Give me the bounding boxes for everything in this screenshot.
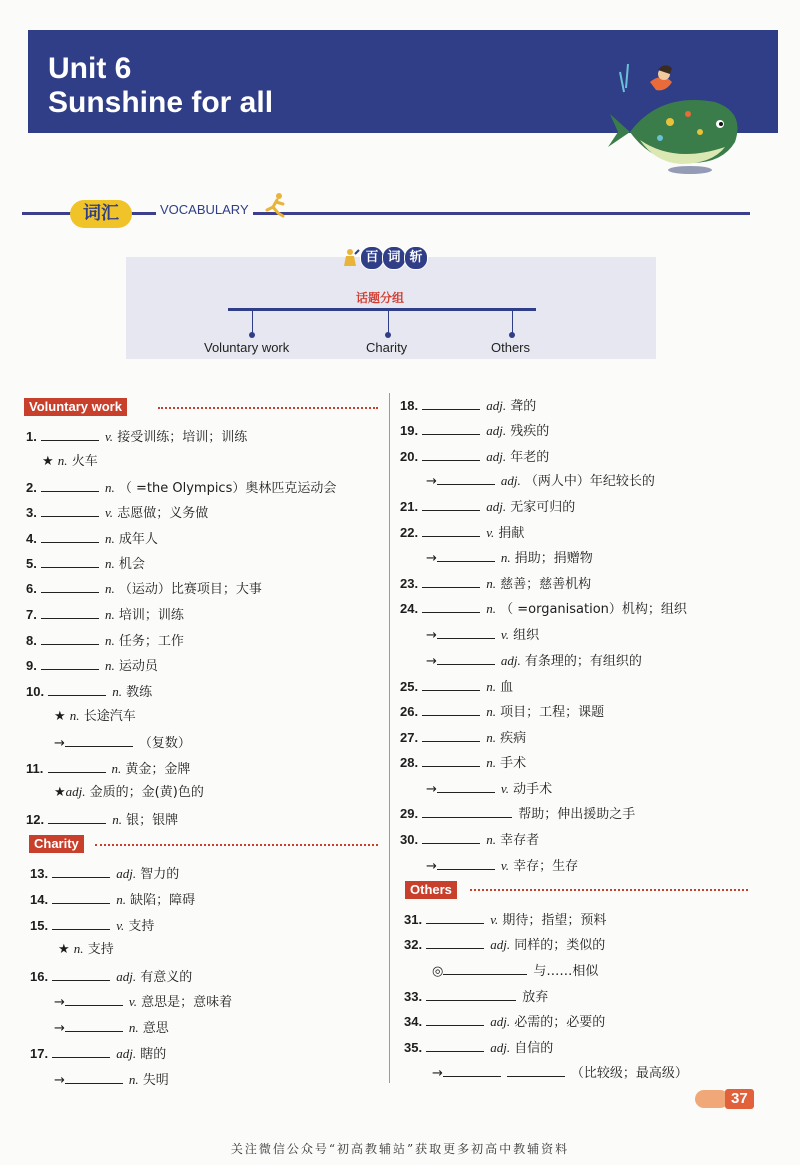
badge-char-2: 词 bbox=[382, 246, 406, 270]
answer-blank[interactable] bbox=[422, 598, 480, 613]
unit-title: Unit 6 Sunshine for all bbox=[48, 52, 274, 119]
answer-blank[interactable] bbox=[426, 986, 516, 1001]
section-dotted-rule bbox=[95, 844, 378, 846]
column-divider bbox=[389, 393, 390, 1083]
vocab-entry-10-extra: ★ n. 长途汽车 bbox=[54, 708, 136, 724]
vocab-entry-11: 11. n. 黄金；金牌 bbox=[26, 758, 190, 779]
vocab-entry-33: 33. 放弃 bbox=[404, 986, 548, 1007]
section-others: Others bbox=[405, 881, 457, 899]
footer-note: 关注微信公众号“初高教辅站”获取更多初高中教辅资料 bbox=[230, 1142, 570, 1156]
vocab-entry-35: 35. adj. 自信的 bbox=[404, 1037, 553, 1058]
vocab-entry-18: 18. adj. 聋的 bbox=[400, 395, 536, 416]
vocab-entry-10: 10. n. 教练 bbox=[26, 681, 152, 702]
answer-blank[interactable] bbox=[426, 1037, 484, 1052]
vocab-entry-16-derived-1: → v. 意思是；意味着 bbox=[54, 991, 232, 1012]
answer-blank[interactable] bbox=[437, 547, 495, 562]
page-number: 37 bbox=[725, 1089, 754, 1109]
vocab-entry-20-derived: → adj. （两人中）年纪较长的 bbox=[426, 470, 655, 491]
answer-blank[interactable] bbox=[422, 701, 480, 716]
vocab-entry-13: 13. adj. 智力的 bbox=[30, 863, 179, 884]
vocab-entry-12: 12. n. 银；银牌 bbox=[26, 809, 178, 830]
answer-blank[interactable] bbox=[426, 909, 484, 924]
vocab-entry-35-derived: → （比较级；最高级） bbox=[432, 1062, 688, 1083]
answer-blank[interactable] bbox=[422, 395, 480, 410]
answer-blank[interactable] bbox=[422, 446, 480, 461]
answer-blank[interactable] bbox=[437, 650, 495, 665]
vocab-entry-19: 19. adj. 残疾的 bbox=[400, 420, 549, 441]
runner-icon bbox=[263, 192, 289, 218]
topic-tree-trunk bbox=[228, 308, 536, 311]
answer-blank[interactable] bbox=[422, 420, 480, 435]
answer-blank[interactable] bbox=[41, 630, 99, 645]
answer-blank[interactable] bbox=[426, 934, 484, 949]
vocab-entry-30-derived: → v. 幸存；生存 bbox=[426, 855, 578, 876]
vocab-entry-1: 1. v. 接受训练；培训；训练 bbox=[26, 426, 247, 447]
vocab-entry-15: 15. v. 支持 bbox=[30, 915, 154, 936]
vocab-entry-20: 20. adj. 年老的 bbox=[400, 446, 549, 467]
vocab-entry-24: 24. n. （ =organisation）机构；组织 bbox=[400, 598, 687, 619]
vocab-entry-32: 32. adj. 同样的；类似的 bbox=[404, 934, 605, 955]
vocab-entry-24-derived-2: → adj. 有条理的；有组织的 bbox=[426, 650, 642, 671]
answer-blank[interactable] bbox=[65, 1017, 123, 1032]
page-decoration bbox=[695, 1090, 729, 1108]
vocab-entry-22-derived: → n. 捐助；捐赠物 bbox=[426, 547, 593, 568]
answer-blank[interactable] bbox=[422, 496, 480, 511]
answer-blank[interactable] bbox=[422, 829, 480, 844]
vocab-entry-29: 29. 帮助；伸出援助之手 bbox=[400, 803, 635, 824]
vocab-entry-16: 16. adj. 有意义的 bbox=[30, 966, 192, 987]
vocab-entry-31: 31. v. 期待；指望；预料 bbox=[404, 909, 606, 930]
answer-blank[interactable] bbox=[65, 1069, 123, 1084]
section-charity: Charity bbox=[29, 835, 84, 853]
vocab-entry-16-derived-2: → n. 意思 bbox=[54, 1017, 169, 1038]
answer-blank[interactable] bbox=[52, 889, 110, 904]
topic-branch-voluntary: Voluntary work bbox=[204, 340, 290, 355]
answer-blank[interactable] bbox=[41, 655, 99, 670]
whale-illustration bbox=[600, 52, 750, 182]
answer-blank[interactable] bbox=[437, 624, 495, 639]
answer-blank[interactable] bbox=[48, 809, 106, 824]
vocab-entry-7: 7. n. 培训；训练 bbox=[26, 604, 184, 625]
vocab-entry-28-derived: → v. 动手术 bbox=[426, 778, 552, 799]
answer-blank[interactable] bbox=[422, 522, 480, 537]
answer-blank[interactable] bbox=[41, 502, 99, 517]
vocab-entry-2: 2. n. （ =the Olympics）奥林匹克运动会 bbox=[26, 477, 336, 498]
answer-blank[interactable] bbox=[48, 681, 106, 696]
vocab-entry-28: 28. n. 手术 bbox=[400, 752, 526, 773]
badge-char-3: 斩 bbox=[404, 246, 428, 270]
section-dotted-rule bbox=[470, 889, 748, 891]
answer-blank[interactable] bbox=[443, 960, 527, 975]
answer-blank[interactable] bbox=[41, 578, 99, 593]
vocab-entry-15-extra: ★ n. 支持 bbox=[58, 941, 114, 957]
answer-blank[interactable] bbox=[52, 915, 110, 930]
answer-blank[interactable] bbox=[65, 991, 123, 1006]
vocab-entry-9: 9. n. 运动员 bbox=[26, 655, 158, 676]
answer-blank[interactable] bbox=[422, 573, 480, 588]
vocab-entry-23: 23. n. 慈善；慈善机构 bbox=[400, 573, 591, 594]
answer-blank[interactable] bbox=[443, 1062, 501, 1077]
answer-blank[interactable] bbox=[422, 803, 512, 818]
vocab-entry-4: 4. n. 成年人 bbox=[26, 528, 158, 549]
vocab-entry-8: 8. n. 任务；工作 bbox=[26, 630, 184, 651]
vocabulary-badge-cn: 词汇 bbox=[70, 200, 132, 228]
answer-blank[interactable] bbox=[422, 676, 480, 691]
topic-branch-dot bbox=[385, 332, 391, 338]
vocab-entry-24-derived-1: → v. 组织 bbox=[426, 624, 539, 645]
answer-blank[interactable] bbox=[41, 604, 99, 619]
topic-branch-dot bbox=[249, 332, 255, 338]
answer-blank[interactable] bbox=[422, 727, 480, 742]
answer-blank[interactable] bbox=[507, 1062, 565, 1077]
topic-tree-title: 话题分组 bbox=[356, 291, 405, 305]
vocab-entry-27: 27. n. 疾病 bbox=[400, 727, 526, 748]
vocab-entry-22: 22. v. 捐献 bbox=[400, 522, 524, 543]
topic-branch-dot bbox=[509, 332, 515, 338]
answer-blank[interactable] bbox=[426, 1011, 484, 1026]
answer-blank[interactable] bbox=[422, 752, 480, 767]
section-dotted-rule bbox=[158, 407, 378, 409]
page-number-badge bbox=[695, 1088, 754, 1110]
vocab-entry-30: 30. n. 幸存者 bbox=[400, 829, 539, 850]
vocab-entry-17-derived: → n. 失明 bbox=[54, 1069, 169, 1090]
vocab-entry-10-derived: → （复数） bbox=[54, 732, 191, 753]
answer-blank[interactable] bbox=[437, 778, 495, 793]
writer-icon bbox=[342, 248, 360, 268]
vocab-entry-5: 5. n. 机会 bbox=[26, 553, 145, 574]
vocab-entry-3: 3. v. 志愿做；义务做 bbox=[26, 502, 208, 523]
section-voluntary-work: Voluntary work bbox=[24, 398, 127, 416]
vocab-entry-25: 25. n. 血 bbox=[400, 676, 513, 697]
vocabulary-heading-en: VOCABULARY bbox=[156, 202, 253, 217]
vocab-entry-17: 17. adj. 瞎的 bbox=[30, 1043, 166, 1064]
vocab-entry-21: 21. adj. 无家可归的 bbox=[400, 496, 575, 517]
badge-char-1: 百 bbox=[360, 246, 384, 270]
answer-blank[interactable] bbox=[52, 1043, 110, 1058]
vocab-entry-32-phrase: ◎ 与……相似 bbox=[432, 960, 598, 981]
answer-blank[interactable] bbox=[41, 528, 99, 543]
answer-blank[interactable] bbox=[52, 863, 110, 878]
vocab-entry-14: 14. n. 缺陷；障碍 bbox=[30, 889, 195, 910]
topic-branch-others: Others bbox=[491, 340, 531, 355]
topic-branch-charity: Charity bbox=[366, 340, 408, 355]
baicizhan-badge bbox=[342, 247, 428, 269]
answer-blank[interactable] bbox=[41, 553, 99, 568]
answer-blank[interactable] bbox=[41, 477, 99, 492]
answer-blank[interactable] bbox=[437, 855, 495, 870]
vocab-entry-34: 34. adj. 必需的；必要的 bbox=[404, 1011, 605, 1032]
vocab-entry-1-extra: ★ n. 火车 bbox=[42, 453, 98, 469]
vocab-entry-11-extra: ★adj. 金质的；金(黄)色的 bbox=[54, 784, 204, 800]
answer-blank[interactable] bbox=[437, 470, 495, 485]
vocab-entry-26: 26. n. 项目；工程；课题 bbox=[400, 701, 604, 722]
answer-blank[interactable] bbox=[65, 732, 133, 747]
answer-blank[interactable] bbox=[52, 966, 110, 981]
answer-blank[interactable] bbox=[41, 426, 99, 441]
answer-blank[interactable] bbox=[48, 758, 106, 773]
vocab-entry-6: 6. n. （运动）比赛项目；大事 bbox=[26, 578, 262, 599]
